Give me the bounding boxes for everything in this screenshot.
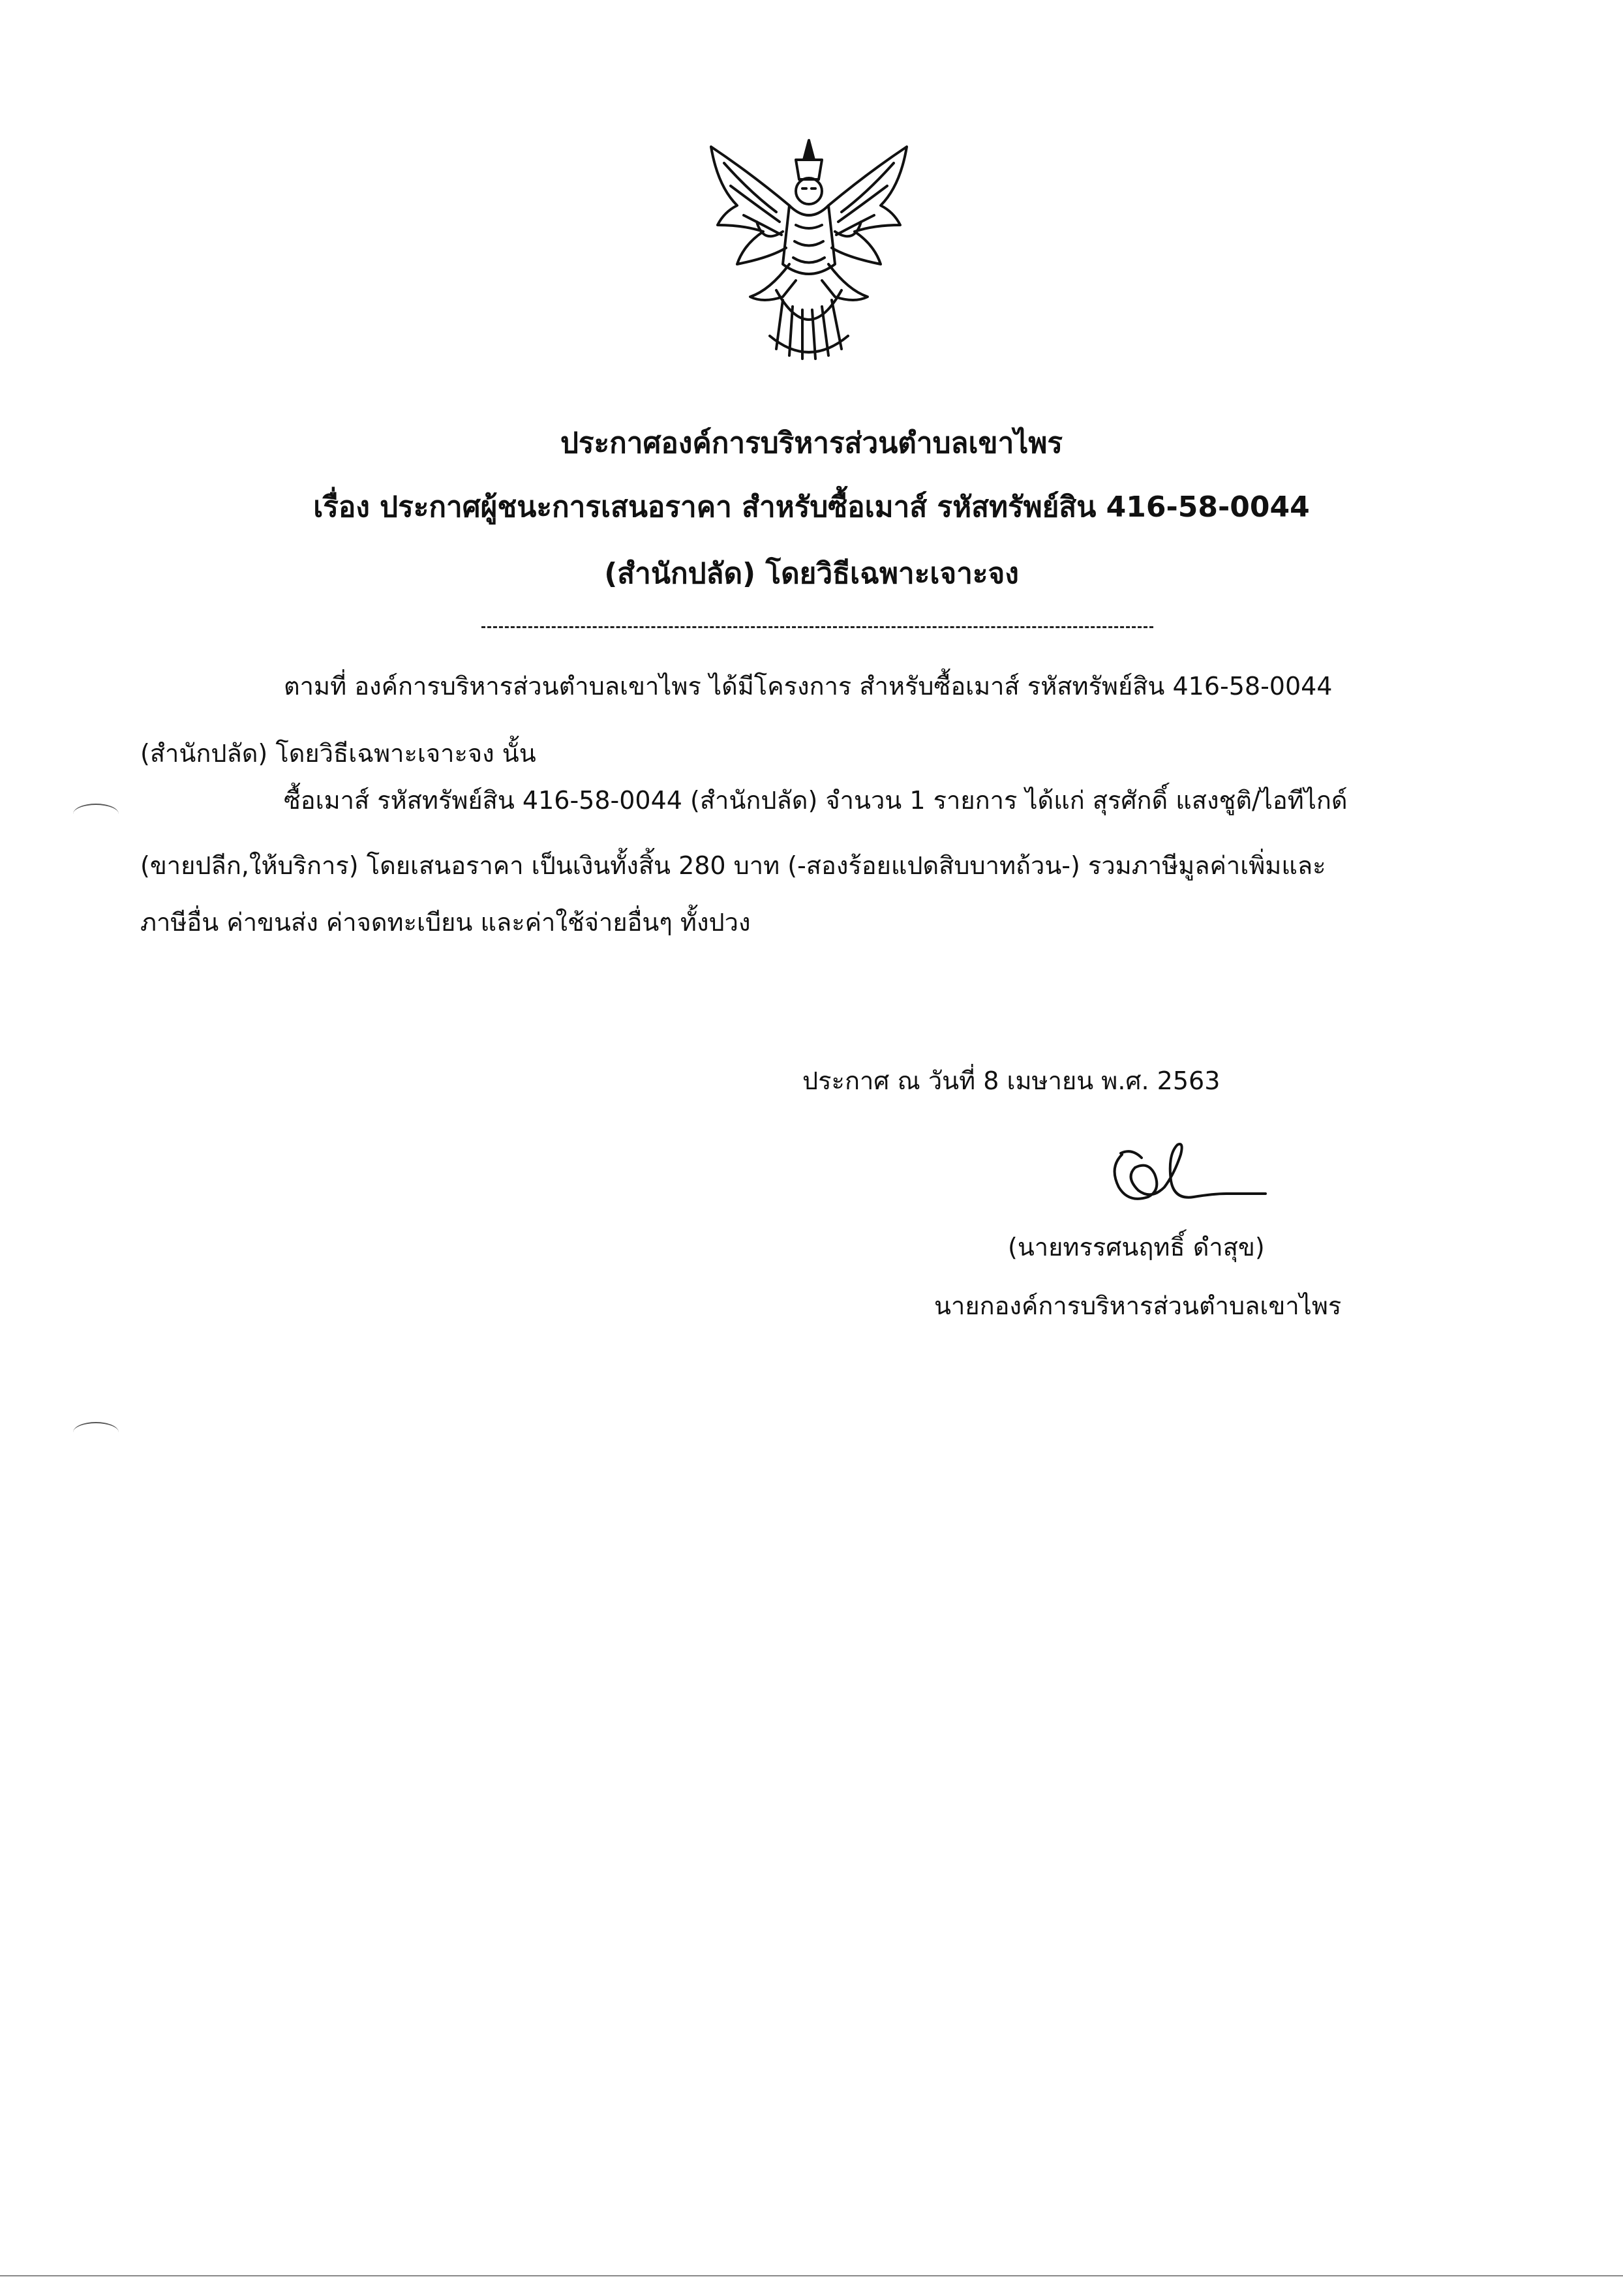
title-separator bbox=[481, 626, 1153, 628]
punch-hole-mark bbox=[73, 804, 119, 824]
announcement-title: ประกาศองค์การบริหารส่วนตำบลเขาไพร bbox=[560, 427, 1063, 460]
paragraph2-line2: (ขายปลีก,ให้บริการ) โดยเสนอราคา เป็นเงินทั้งสิ้น 280 บาท (-สองร้อยแปดสิบบาทถ้วน-) รวมภาษีมูลค่าเพิ่มและ bbox=[140, 851, 1326, 880]
announcement-subject: เรื่อง ประกาศผู้ชนะการเสนอราคา สำหรับซื้อเมาส์ รหัสทรัพย์สิน 416-58-0044 bbox=[313, 491, 1310, 524]
paragraph2-line3: ภาษีอื่น ค่าขนส่ง ค่าจดทะเบียน และค่าใช้จ่ายอื่นๆ ทั้งปวง bbox=[140, 908, 751, 937]
scan-edge-line bbox=[0, 2275, 1623, 2276]
paragraph2-line1: ซื้อเมาส์ รหัสทรัพย์สิน 416-58-0044 (สำนักปลัด) จำนวน 1 รายการ ได้แก่ สุรศักดิ์ แสงชูติ/ไอทีไกด์ bbox=[284, 786, 1348, 815]
garuda-emblem-icon bbox=[698, 134, 920, 369]
announcement-subject-cont: (สำนักปลัด) โดยวิธีเฉพาะเจาะจง bbox=[604, 557, 1019, 590]
signer-title: นายกองค์การบริหารส่วนตำบลเขาไพร bbox=[934, 1292, 1342, 1320]
signature-icon bbox=[1102, 1128, 1272, 1220]
announcement-date: ประกาศ ณ วันที่ 8 เมษายน พ.ศ. 2563 bbox=[802, 1066, 1221, 1095]
paragraph1-line2: (สำนักปลัด) โดยวิธีเฉพาะเจาะจง นั้น bbox=[140, 739, 536, 768]
punch-hole-mark bbox=[73, 1422, 119, 1443]
paragraph1-line1: ตามที่ องค์การบริหารส่วนตำบลเขาไพร ได้มีโครงการ สำหรับซื้อเมาส์ รหัสทรัพย์สิน 416-58-0044 bbox=[284, 672, 1333, 701]
signer-name: (นายทรรศนฤทธิ์ ดำสุข) bbox=[1008, 1233, 1265, 1261]
